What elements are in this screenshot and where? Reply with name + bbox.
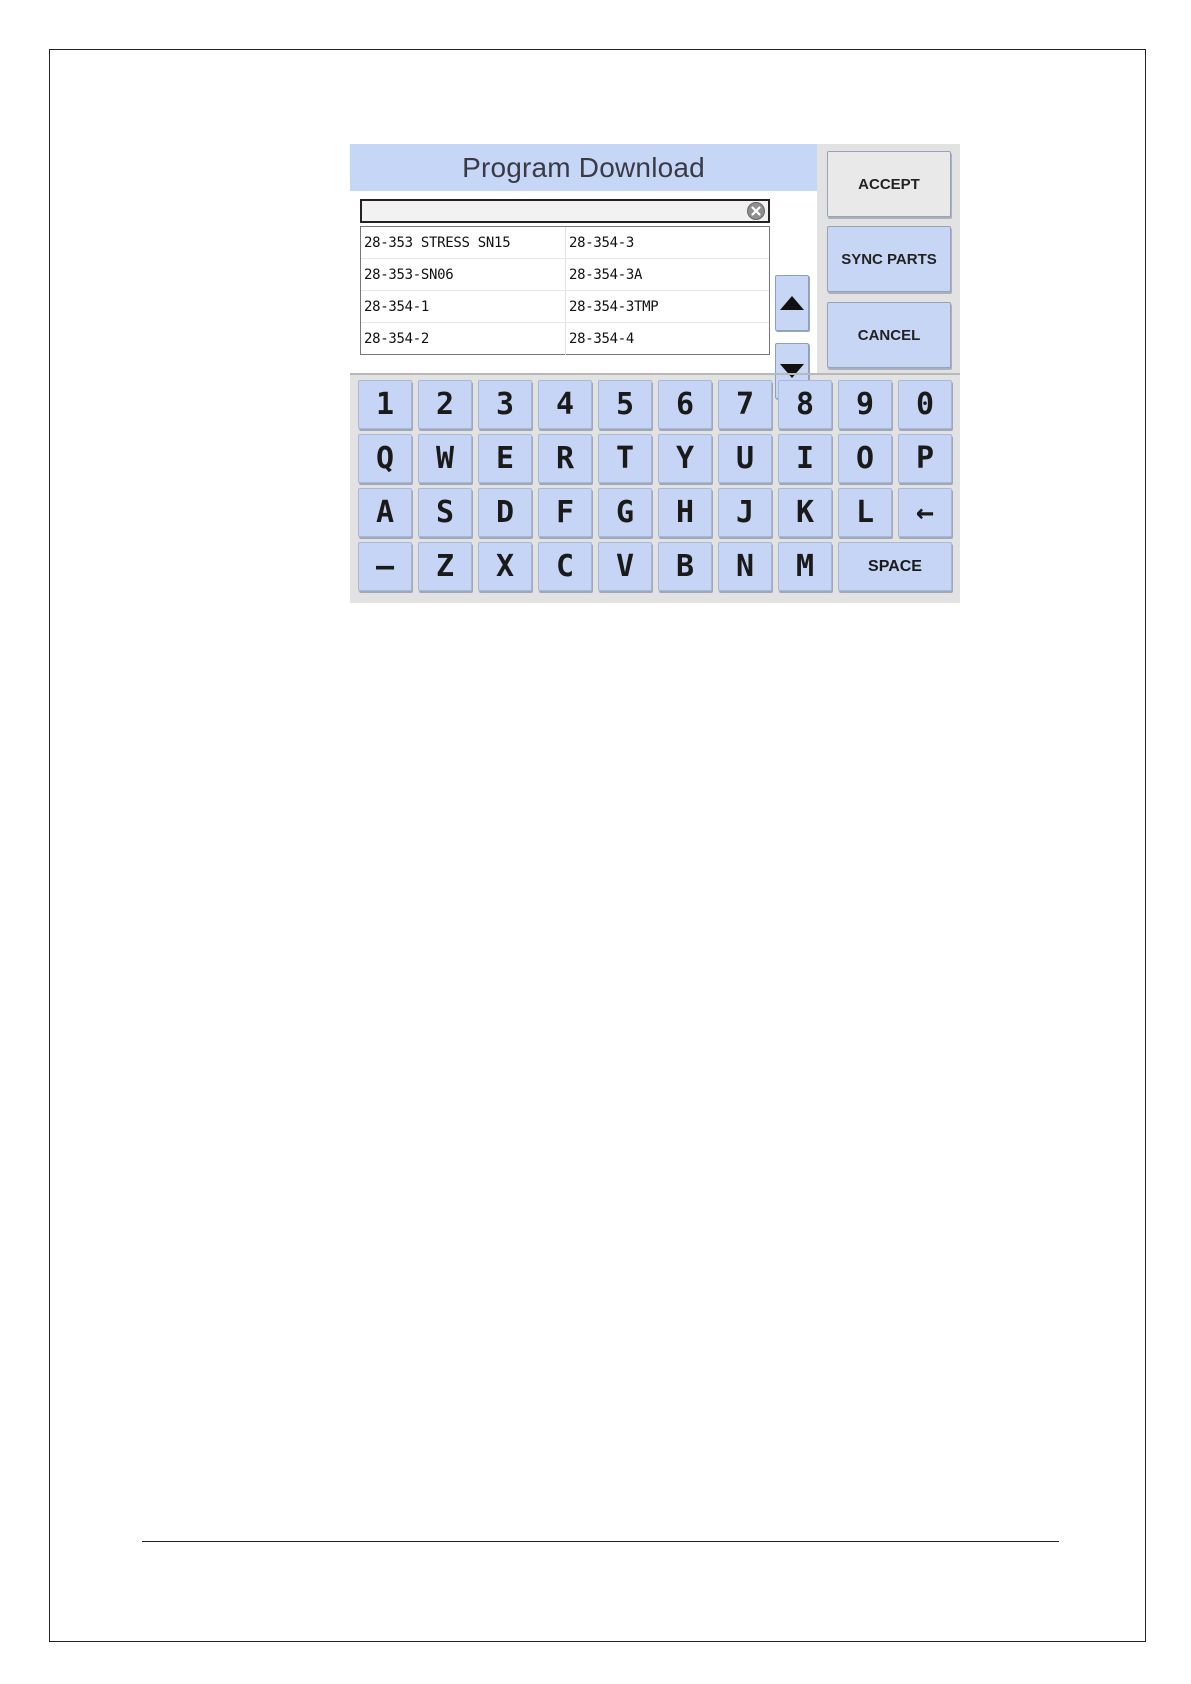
- table-row: [361, 259, 769, 291]
- key[interactable]: D: [478, 488, 532, 537]
- key[interactable]: K: [778, 488, 832, 537]
- list-item[interactable]: 28-353 STRESS SN15: [364, 234, 511, 251]
- table-row: [361, 291, 769, 323]
- key[interactable]: F: [538, 488, 592, 537]
- search-input[interactable]: [362, 201, 754, 221]
- dash-key[interactable]: –: [358, 542, 412, 591]
- key[interactable]: I: [778, 434, 832, 483]
- key[interactable]: U: [718, 434, 772, 483]
- scroll-up-button[interactable]: [775, 275, 809, 331]
- key[interactable]: V: [598, 542, 652, 591]
- program-list: [360, 226, 770, 355]
- key[interactable]: N: [718, 542, 772, 591]
- key[interactable]: J: [718, 488, 772, 537]
- key[interactable]: 5: [598, 380, 652, 429]
- program-list-panel: [350, 191, 817, 373]
- key[interactable]: P: [898, 434, 952, 483]
- key[interactable]: S: [418, 488, 472, 537]
- key[interactable]: A: [358, 488, 412, 537]
- key[interactable]: E: [478, 434, 532, 483]
- key[interactable]: 9: [838, 380, 892, 429]
- backspace-key[interactable]: ←: [898, 488, 952, 537]
- key[interactable]: 4: [538, 380, 592, 429]
- footer-rule: [142, 1541, 1059, 1542]
- sync-parts-button[interactable]: SYNC PARTS: [827, 226, 951, 292]
- key[interactable]: T: [598, 434, 652, 483]
- key[interactable]: W: [418, 434, 472, 483]
- list-item[interactable]: 28-354-3A: [565, 259, 769, 290]
- key[interactable]: 0: [898, 380, 952, 429]
- table-row: [361, 227, 769, 259]
- key[interactable]: 3: [478, 380, 532, 429]
- key[interactable]: 6: [658, 380, 712, 429]
- on-screen-keyboard: [350, 373, 960, 603]
- key[interactable]: M: [778, 542, 832, 591]
- key[interactable]: Y: [658, 434, 712, 483]
- list-item[interactable]: 28-354-3: [565, 227, 769, 258]
- key[interactable]: 1: [358, 380, 412, 429]
- key[interactable]: Q: [358, 434, 412, 483]
- list-item[interactable]: 28-354-1: [364, 298, 430, 315]
- accept-button[interactable]: ACCEPT: [827, 151, 951, 217]
- key[interactable]: L: [838, 488, 892, 537]
- key[interactable]: O: [838, 434, 892, 483]
- cancel-button[interactable]: CANCEL: [827, 302, 951, 368]
- clear-icon[interactable]: [747, 202, 765, 220]
- key[interactable]: C: [538, 542, 592, 591]
- screen-title: Program Download: [350, 144, 817, 191]
- table-row: [361, 323, 769, 355]
- key[interactable]: R: [538, 434, 592, 483]
- key[interactable]: G: [598, 488, 652, 537]
- key[interactable]: B: [658, 542, 712, 591]
- triangle-up-icon: [780, 296, 804, 310]
- key[interactable]: Z: [418, 542, 472, 591]
- key[interactable]: 8: [778, 380, 832, 429]
- list-item[interactable]: 28-354-3TMP: [565, 291, 769, 322]
- key[interactable]: H: [658, 488, 712, 537]
- list-item[interactable]: 28-353-SN06: [364, 266, 454, 283]
- program-download-screen: [350, 144, 960, 603]
- key[interactable]: X: [478, 542, 532, 591]
- key[interactable]: 2: [418, 380, 472, 429]
- search-field[interactable]: [360, 199, 770, 223]
- key[interactable]: 7: [718, 380, 772, 429]
- list-item[interactable]: 28-354-4: [565, 323, 769, 355]
- space-key[interactable]: SPACE: [838, 542, 952, 591]
- list-item[interactable]: 28-354-2: [364, 331, 430, 347]
